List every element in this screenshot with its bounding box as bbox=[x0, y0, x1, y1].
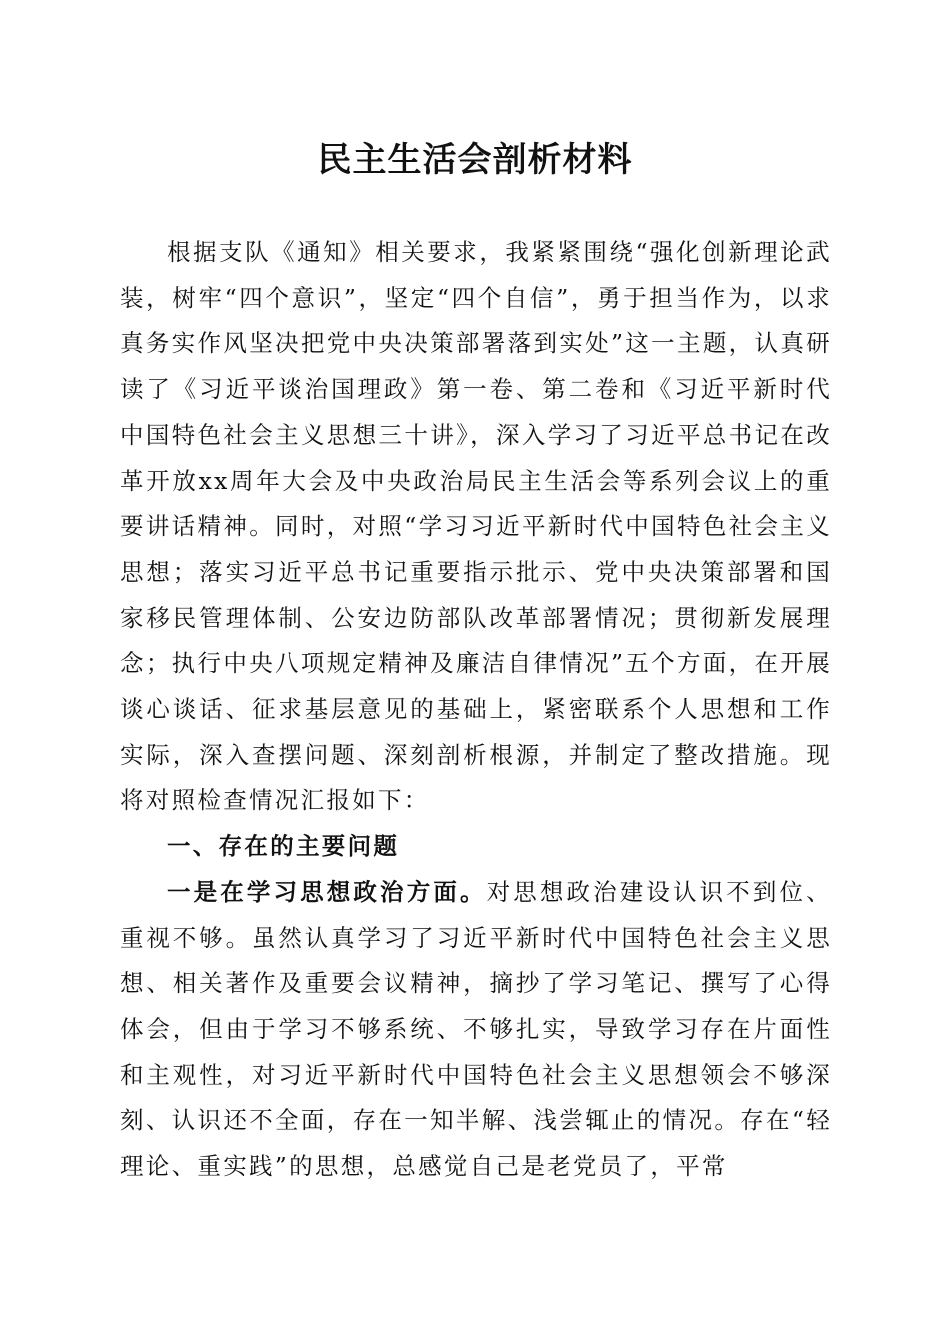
problem-item-1-lead: 一是在学习思想政治方面。 bbox=[167, 877, 487, 906]
document-body bbox=[120, 230, 832, 1190]
document-title: 民主生活会剖析材料 bbox=[317, 140, 633, 180]
section-heading: 一、存在的主要问题 bbox=[167, 832, 400, 861]
problem-item-1 bbox=[120, 870, 832, 1190]
problem-item-1-text: 对思想政治建设认识不到位、重视不够。虽然认真学习了习近平新时代中国特色社会主义思想、相关著作及重要会议精神，摘抄了学习笔记、撰写了心得体会，但由于学习不够系统、不够扎实，导致学习存在片面性和主观性，对习近平新时代中国特色社会主义思想领会不够深刻、认识还不全面，存在一知半解、浅尝辄止的情况。存在“轻理论、重实践”的思想，总感觉自己是老党员了，平常 bbox=[120, 877, 832, 1181]
intro-paragraph: 根据支队《通知》相关要求，我紧紧围绕“强化创新理论武装，树牢“四个意识”，坚定“四个自信”，勇于担当作为，以求真务实作风坚决把党中央决策部署落到实处”这一主题，认真研读了《习近平谈治国理政》第一卷、第二卷和《习近平新时代中国特色社会主义思想三十讲》，深入学习了习近平总书记在改革开放xx周年大会及中央政治局民主生活会等系列会议上的重要讲话精神。同时，对照“学习习近平新时代中国特色社会主义思想；落实习近平总书记重要指示批示、党中央决策部署和国家移民管理体制、公安边防部队改革部署情况；贯彻新发展理念；执行中央八项规定精神及廉洁自律情况”五个方面，在开展谈心谈话、征求基层意见的基础上，紧密联系个人思想和工作实际，深入查摆问题、深刻剖析根源，并制定了整改措施。现将对照检查情况汇报如下： bbox=[120, 238, 832, 815]
